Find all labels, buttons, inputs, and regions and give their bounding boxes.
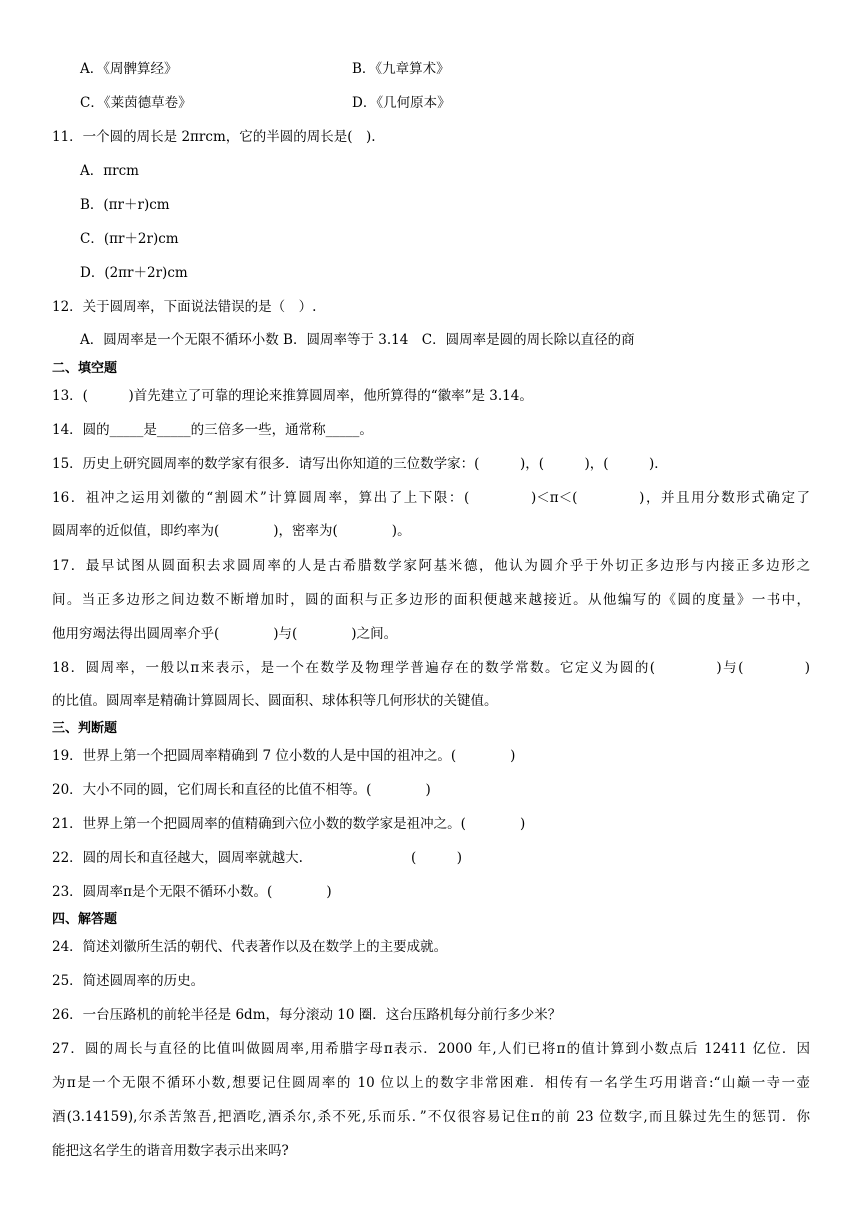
q13: 13．( )首先建立了可靠的理论来推算圆周率，他所算得的“徽率”是 3.14。 xyxy=(52,388,533,404)
q17-line3: 他用穷竭法得出圆周率介乎( )与( )之间。 xyxy=(52,626,398,642)
q10-option-c: C．《莱茵德草卷》 xyxy=(80,95,192,111)
q18-line1: 18．圆周率，一般以π来表示，是一个在数学及物理学普遍存在的数学常数。它定义为圆的( )与( ) xyxy=(52,660,810,676)
q17-line1: 17．最早试图从圆面积去求圆周率的人是古希腊数学家阿基米德，他认为圆介乎于外切正多边形与内接正多边形之 xyxy=(52,558,810,574)
q11-option-c: C．(πr＋2r)cm xyxy=(80,231,179,247)
q23: 23．圆周率π是个无限不循环小数。( ) xyxy=(52,884,332,900)
q12-options: A．圆周率是一个无限不循环小数 B．圆周率等于 3.14 C．圆周率是圆的周长除以直径的商 xyxy=(80,332,635,348)
q14: 14．圆的_____是_____的三倍多一些，通常称_____。 xyxy=(52,422,373,438)
q10-option-b: B．《九章算术》 xyxy=(352,61,450,77)
section-heading-answer: 四、解答题 xyxy=(52,912,118,927)
q26: 26．一台压路机的前轮半径是 6dm，每分滚动 10 圈．这台压路机每分前行多少米？ xyxy=(52,1007,562,1023)
q18-line2: 的比值。圆周率是精确计算圆周长、圆面积、球体积等几何形状的关键值。 xyxy=(52,693,498,709)
q22: 22．圆的周长和直径越大，圆周率就越大. ( ) xyxy=(52,850,463,866)
q11-option-b: B．(πr＋r)cm xyxy=(80,197,170,213)
q21: 21．世界上第一个把圆周率的值精确到六位小数的数学家是祖冲之。( ) xyxy=(52,816,526,832)
q27-line2: 为π是一个无限不循环小数,想要记住圆周率的 10 位以上的数字非常困难．相传有一名学生巧用谐音:“山巅一寺一壶 xyxy=(52,1075,810,1091)
q10-option-a: A．《周髀算经》 xyxy=(80,61,178,77)
section-heading-fill-blank: 二、填空题 xyxy=(52,361,118,376)
q20: 20．大小不同的圆，它们周长和直径的比值不相等。( ) xyxy=(52,782,431,798)
q16-line2: 圆周率的近似值，即约率为( )，密率为( )。 xyxy=(52,523,411,539)
q24: 24．简述刘徽所生活的朝代、代表著作以及在数学上的主要成就。 xyxy=(52,939,448,955)
q27-line4: 能把这名学生的谐音用数字表示出来吗? xyxy=(52,1143,289,1159)
q10-option-d: D．《几何原本》 xyxy=(352,95,451,111)
q12-stem: 12．关于圆周率，下面说法错误的是（ ）. xyxy=(52,299,317,315)
q11-option-a: A．πrcm xyxy=(80,163,139,179)
q11-stem: 11．一个圆的周长是 2πrcm，它的半圆的周长是( ). xyxy=(52,129,376,145)
q19: 19．世界上第一个把圆周率精确到 7 位小数的人是中国的祖冲之。( ) xyxy=(52,748,516,764)
q16-line1: 16．祖冲之运用刘徽的“割圆术”计算圆周率，算出了上下限：( )＜π＜( )，并且用分数形式确定了 xyxy=(52,490,810,506)
q17-line2: 间。当正多边形之间边数不断增加时，圆的面积与正多边形的面积便越来越接近。从他编写的《圆的度量》一书中， xyxy=(52,592,810,608)
q27-line1: 27．圆的周长与直径的比值叫做圆周率,用希腊字母π表示．2000 年,人们已将π的值计算到小数点后 12411 亿位．因 xyxy=(52,1041,810,1057)
q11-option-d: D．(2πr＋2r)cm xyxy=(80,265,188,281)
q15: 15．历史上研究圆周率的数学家有很多．请写出你知道的三位数学家：( )，( )，( )． xyxy=(52,456,668,472)
q27-line3: 酒(3.14159),尔杀苦煞吾,把酒吃,酒杀尔,杀不死,乐而乐．”不仅很容易记住π的前 23 位数字,而且躲过先生的惩罚．你 xyxy=(52,1109,810,1125)
q25: 25．简述圆周率的历史。 xyxy=(52,973,205,989)
section-heading-true-false: 三、判断题 xyxy=(52,721,118,736)
